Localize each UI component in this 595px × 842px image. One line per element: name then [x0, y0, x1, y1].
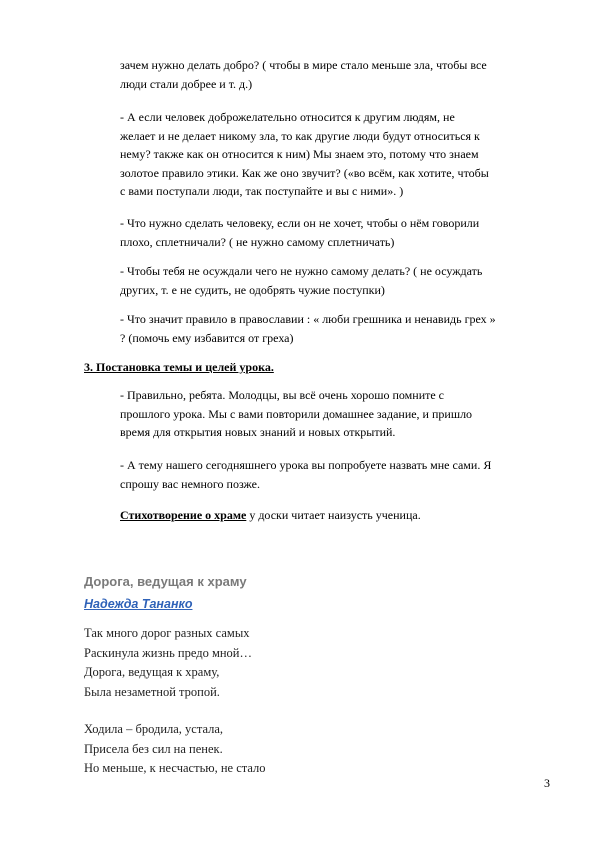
poem-line: Была незаметной тропой.	[84, 684, 220, 699]
poem-line: Дорога, ведущая к храму,	[84, 665, 220, 679]
text-line: других, т. е не судить, не одобрять чужие поступки)	[120, 282, 385, 297]
poem-line: Но меньше, к несчастью, не стало	[84, 761, 266, 775]
poem-announcement-bold: Стихотворение о храме	[120, 508, 247, 522]
paragraph-8	[120, 506, 560, 525]
paragraph-1	[120, 56, 560, 93]
text-line: - Чтобы тебя не осуждали чего не нужно самому делать? ( не осуждать	[120, 264, 483, 278]
poem-author-link[interactable]: Надежда Тананко	[84, 597, 193, 611]
poem-line: Присела без сил на пенек.	[84, 741, 223, 756]
page-number: 3	[544, 776, 550, 790]
text-line: время для открытия новых знаний и новых открытий.	[120, 425, 396, 439]
text-line: нему? также как он относится к ним) Мы знаем это, потому что знаем	[120, 147, 479, 161]
paragraph-7	[120, 456, 560, 493]
poem-title: Дорога, ведущая к храму	[84, 574, 247, 589]
text-line: - А если человек доброжелательно относится к другим людям, не	[120, 110, 455, 124]
text-line	[120, 506, 560, 525]
paragraph-2	[120, 108, 560, 201]
poem-line: Ходила – бродила, устала,	[84, 722, 224, 736]
text-line: спрошу вас немного позже.	[120, 476, 260, 491]
text-line: прошлого урока. Мы с вами повторили домашнее задание, и пришло	[120, 406, 473, 421]
text-line: желает и не делает никому зла, то как другие люди будут относиться к	[120, 128, 480, 143]
poem-line: Раскинула жизнь предо мной…	[84, 645, 252, 660]
text-line: - Что нужно сделать человеку, если он не хочет, чтобы о нём говорили	[120, 216, 480, 230]
section-heading: 3. Постановка темы и целей урока.	[84, 360, 274, 374]
text-line: плохо, сплетничали? ( не нужно самому сплетничать)	[120, 234, 395, 249]
text-line: ? (помочь ему избавится от греха)	[120, 330, 294, 345]
paragraph-3	[120, 214, 560, 251]
paragraph-6	[120, 386, 560, 442]
text-line: - Правильно, ребята. Молодцы, вы всё очень хорошо помните с	[120, 388, 445, 402]
poem-line: Так много дорог разных самых	[84, 626, 250, 640]
poem-announcement-rest: у доски читает наизусть ученица.	[246, 508, 421, 522]
text-line: - Что значит правило в православии : « люби грешника и ненавидь грех »	[120, 312, 496, 326]
text-line: зачем нужно делать добро? ( чтобы в мире стало меньше зла, чтобы все	[120, 58, 487, 72]
paragraph-5	[120, 310, 560, 347]
text-line: с вами поступали люди, так поступайте и вы с ними». )	[120, 184, 404, 198]
poem-stanza-1	[84, 624, 252, 702]
text-line: люди стали добрее и т. д.)	[120, 76, 253, 91]
text-line: золотое правило этики. Как же оно звучит? («во всём, как хотите, чтобы	[120, 165, 489, 180]
text-line: - А тему нашего сегодняшнего урока вы попробуете назвать мне сами. Я	[120, 458, 492, 472]
paragraph-4	[120, 262, 560, 299]
poem-stanza-2	[84, 720, 266, 779]
